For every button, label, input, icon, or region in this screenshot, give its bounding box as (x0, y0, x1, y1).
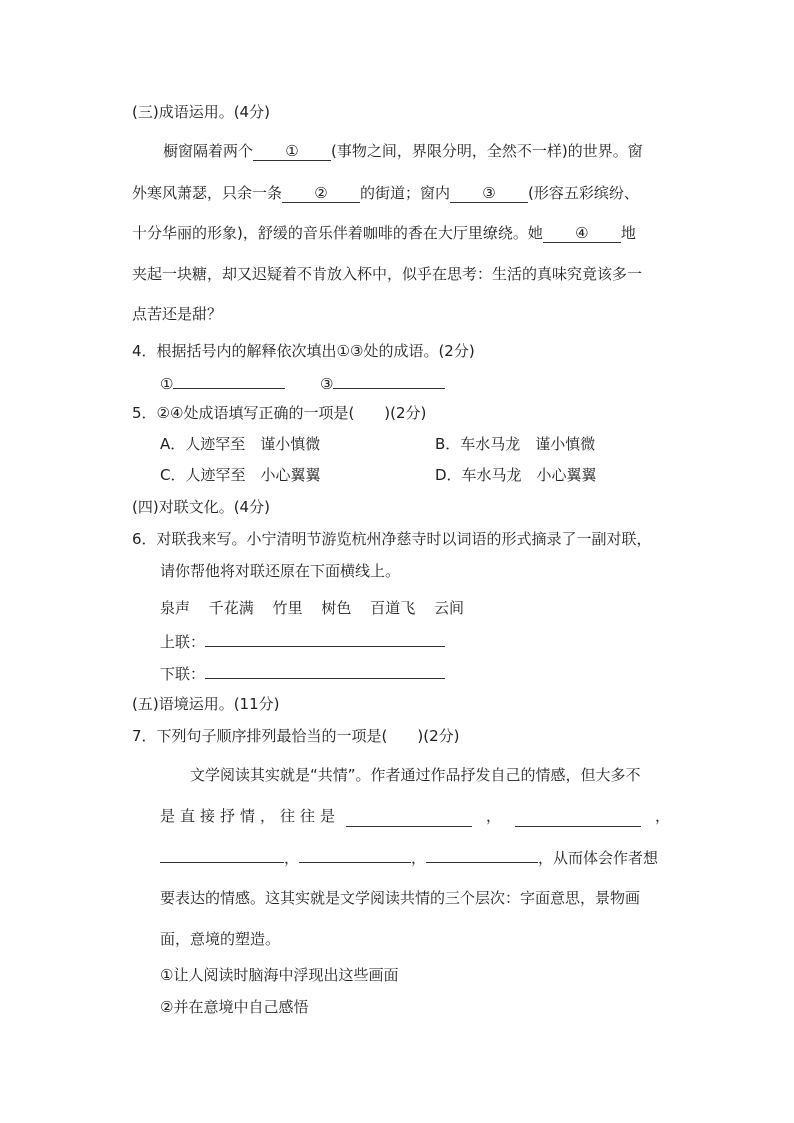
blank-1[interactable]: ① (253, 142, 331, 161)
section-5-header: (五)语境运用。(11分) (132, 695, 280, 713)
question-4-stem: 4．根据括号内的解释依次填出①③处的成语。(2分) (132, 342, 475, 360)
question-6-stem-line-1: 6．对联我来写。小宁清明节游览杭州净慈寺时以词语的形式摘录了一副对联， (132, 530, 652, 548)
question-4-answer-1 (160, 372, 285, 395)
passage-text: (形容五彩缤纷、 (528, 184, 639, 202)
q7-passage-line-5: 面，意境的塑造。 (160, 930, 281, 948)
passage-text: 地 (620, 224, 636, 242)
upper-couplet-row (160, 630, 445, 653)
lower-couplet-label: 下联： (160, 665, 206, 683)
couplet-word: 树色 (321, 599, 352, 617)
option-c[interactable]: C．人迹罕至 小心翼翼 (160, 466, 321, 484)
question-6-stem-line-2: 请你帮他将对联还原在下面横线上。 (160, 562, 401, 580)
option-b[interactable]: B．车水马龙 谨小慎微 (435, 435, 596, 453)
couplet-word: 千花满 (208, 599, 254, 617)
blank-4[interactable]: ④ (543, 224, 621, 243)
answer-blank-3[interactable] (333, 372, 445, 389)
passage-line-2 (132, 182, 639, 204)
couplet-word: 百道飞 (370, 599, 416, 617)
q7-blank-3[interactable] (160, 846, 284, 863)
blank-3[interactable]: ③ (450, 184, 528, 203)
blank-2[interactable]: ② (282, 184, 360, 203)
passage-text: 橱窗隔着两个 (163, 142, 254, 160)
q7-sentence-1: ①让人阅读时脑海中浮现出这些画面 (160, 966, 399, 984)
passage-text: (事物之间，界限分明，全然不一样)的世界。窗 (331, 142, 643, 160)
section-3-header: (三)成语运用。(4分) (132, 103, 270, 121)
q7-passage-line-2 (160, 805, 675, 827)
passage-text: 十分华丽的形象)，舒缓的音乐伴着咖啡的香在大厅里缭绕。她 (132, 224, 543, 242)
couplet-word: 云间 (433, 599, 464, 617)
section-4-header: (四)对联文化。(4分) (132, 498, 270, 516)
couplet-word: 泉声 (160, 599, 191, 617)
passage-line-5: 点苦还是甜？ (132, 305, 223, 323)
passage-line-1 (163, 140, 643, 162)
q7-blank-5[interactable] (426, 846, 538, 863)
passage-line-4: 夹起一块糖，却又迟疑着不肯放入杯中，似乎在思考：生活的真味究竟该多一 (132, 265, 643, 283)
couplet-word-list (160, 597, 478, 619)
question-4-answer-3 (320, 372, 445, 395)
answer-marker: ① (160, 375, 174, 393)
answer-marker: ③ (320, 375, 334, 393)
question-7-stem: 7．下列句子顺序排列最恰当的一项是( )(2分) (132, 727, 460, 745)
question-5-stem: 5．②④处成语填写正确的一项是( )(2分) (132, 404, 427, 422)
comma: ， (486, 807, 502, 825)
passage-text: 外寒风萧瑟，只余一条 (132, 184, 283, 202)
upper-couplet-label: 上联： (160, 633, 206, 651)
lower-couplet-row (160, 662, 445, 685)
comma: ， (284, 849, 300, 867)
couplet-word: 竹里 (272, 599, 303, 617)
q7-blank-4[interactable] (299, 846, 411, 863)
q7-passage-line-3 (160, 846, 658, 869)
lower-couplet-blank[interactable] (205, 662, 445, 679)
passage-text: 的街道；窗内 (360, 184, 451, 202)
q7-passage-text: 是直接抒情，往往是 (160, 807, 341, 825)
answer-blank-1[interactable] (173, 372, 285, 389)
upper-couplet-blank[interactable] (205, 630, 445, 647)
q7-passage-line-1: 文学阅读其实就是“共情”。作者通过作品抒发自己的情感，但大多不 (190, 766, 641, 784)
q7-passage-line-4: 要表达的情感。这其实就是文学阅读共情的三个层次：字面意思，景物画 (160, 889, 641, 907)
option-a[interactable]: A．人迹罕至 谨小慎微 (160, 435, 321, 453)
comma: ， (655, 807, 671, 825)
option-d[interactable]: D．车水马龙 小心翼翼 (435, 466, 597, 484)
q7-blank-1[interactable] (346, 810, 472, 827)
q7-blank-2[interactable] (515, 810, 641, 827)
q7-sentence-2: ②并在意境中自己感悟 (160, 998, 309, 1016)
passage-line-3 (132, 222, 636, 244)
q7-passage-text: ，从而体会作者想 (538, 849, 659, 867)
comma: ， (411, 849, 427, 867)
